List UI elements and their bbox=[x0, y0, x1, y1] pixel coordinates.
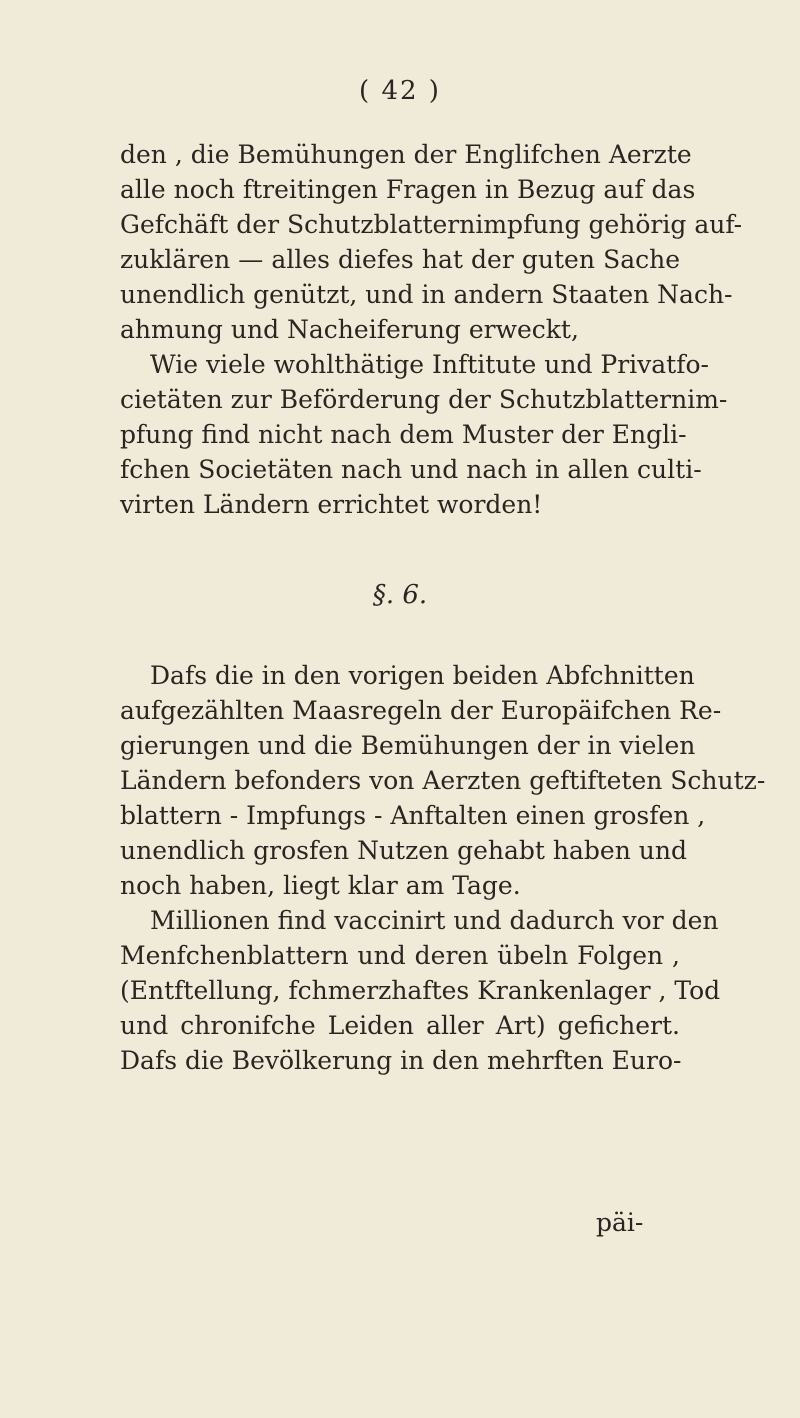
text-line: alle noch ftreitingen Fragen in Bezug auf das bbox=[120, 175, 696, 204]
text-line: blattern - Impfungs - Anftalten einen grosfen , bbox=[120, 801, 706, 830]
text-line: Dafs die Bevölkerung in den mehrften Euro- bbox=[120, 1046, 682, 1075]
text-line: und chronifche Leiden aller Art) gefichert. bbox=[120, 1011, 680, 1040]
text-line: zuklären — alles diefes hat der guten Sache bbox=[120, 245, 680, 274]
text-line: cietäten zur Beförderung der Schutzblatternim- bbox=[120, 385, 728, 414]
text-line: noch haben, liegt klar am Tage. bbox=[120, 871, 521, 900]
text-line: Menfchenblattern und deren übeln Folgen , bbox=[120, 941, 680, 970]
text-block-lower bbox=[120, 658, 766, 1078]
text-line: (Entftellung, fchmerzhaftes Krankenlager , Tod bbox=[120, 976, 721, 1005]
text-line: virten Ländern errichtet worden! bbox=[120, 490, 543, 519]
text-line: unendlich genützt, und in andern Staaten Nach- bbox=[120, 280, 733, 309]
section-heading: §. 6. bbox=[372, 580, 428, 610]
text-line: ahmung und Nacheiferung erweckt, bbox=[120, 315, 579, 344]
text-line: unendlich grosfen Nutzen gehabt haben und bbox=[120, 836, 687, 865]
text-line: Dafs die in den vorigen beiden Abfchnitten bbox=[150, 661, 695, 690]
text-line: den , die Bemühungen der Englifchen Aerzte bbox=[120, 140, 692, 169]
text-line: Millionen find vaccinirt und dadurch vor den bbox=[150, 906, 719, 935]
text-line: aufgezählten Maasregeln der Europäifchen Re- bbox=[120, 696, 722, 725]
text-line: gierungen und die Bemühungen der in vielen bbox=[120, 731, 696, 760]
text-line: Ländern befonders von Aerzten geftifteten Schutz- bbox=[120, 766, 766, 795]
page-number: ( 42 ) bbox=[359, 76, 441, 106]
text-line: Gefchäft der Schutzblatternimpfung gehörig auf- bbox=[120, 210, 743, 239]
catchword: päi- bbox=[596, 1208, 644, 1237]
text-line: Wie viele wohlthätige Inftitute und Privatfo- bbox=[150, 350, 709, 379]
text-line: pfung find nicht nach dem Muster der Engli- bbox=[120, 420, 687, 449]
text-line: fchen Societäten nach und nach in allen culti- bbox=[120, 455, 702, 484]
text-block-upper bbox=[120, 137, 743, 522]
